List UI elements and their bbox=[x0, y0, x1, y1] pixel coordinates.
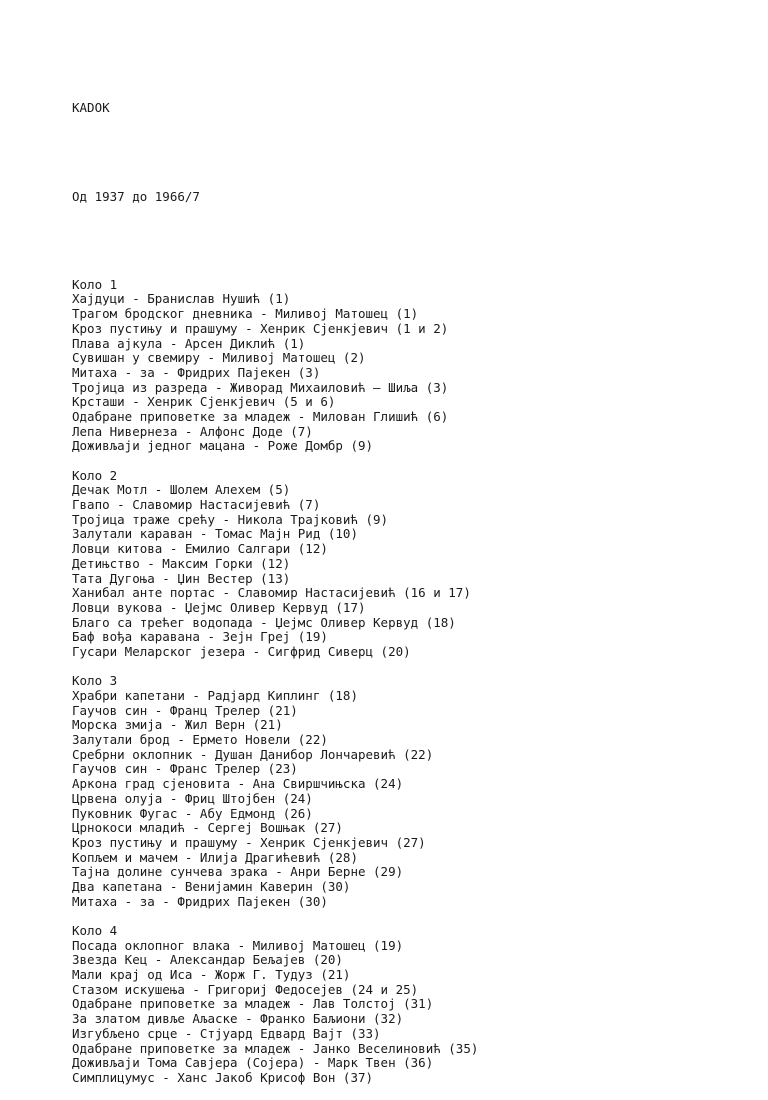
list-item: Тајна долине сунчева зрака - Анри Берне (29) bbox=[72, 864, 404, 880]
list-item: Сувишан у свемиру - Миливој Матошец (2) bbox=[72, 350, 366, 366]
list-item: Ханибал анте портас - Славомир Настасијевић (16 и 17) bbox=[72, 585, 471, 601]
list-item: Дечак Мотл - Шолем Алехем (5) bbox=[72, 482, 291, 498]
list-item: Одабране приповетке за младеж - Јанко Веселиновић (35) bbox=[72, 1040, 479, 1056]
list-item: Баф вођа каравана - Зејн Греј (19) bbox=[72, 629, 328, 645]
list-item: Копљем и мачем - Илија Драгићевић (28) bbox=[72, 849, 358, 865]
sections-container bbox=[72, 278, 752, 1086]
list-item: Кроз пустињу и прашуму - Хенрик Сјенкјевич (27) bbox=[72, 834, 426, 850]
list-item: Митаха - за - Фридрих Пајекен (3) bbox=[72, 364, 321, 380]
section-kolo-1 bbox=[72, 278, 752, 469]
list-item: Два капетана - Венијамин Каверин (30) bbox=[72, 878, 351, 894]
list-item: За златом дивље Аљаске - Франко Баљиони (32) bbox=[72, 1011, 404, 1027]
list-item: Плава ајкула - Арсен Диклић (1) bbox=[72, 335, 306, 351]
list-item: Хајдуци - Бранислав Нушић (1) bbox=[72, 291, 291, 307]
list-item: Симплицумус - Ханс Јакоб Крисоф Вон (37) bbox=[72, 1069, 374, 1085]
list-item: Пуковник Фугас - Абу Едмонд (26) bbox=[72, 805, 313, 821]
section-kolo-2 bbox=[72, 469, 752, 675]
spacer bbox=[72, 909, 752, 924]
list-item: Гусари Меларског језера - Сигфрид Сиверц (20) bbox=[72, 643, 411, 659]
list-item: Аркона град сјеновита - Ана Свиршчињска (24) bbox=[72, 776, 404, 792]
section-kolo-3 bbox=[72, 674, 752, 924]
section-heading: Коло 2 bbox=[72, 467, 118, 483]
list-item: Залутали брод - Ермето Новели (22) bbox=[72, 732, 328, 748]
list-item: Гаучов син - Франс Трелер (23) bbox=[72, 761, 298, 777]
list-item: Кроз пустињу и прашуму - Хенрик Сјенкјевич (1 и 2) bbox=[72, 320, 449, 336]
list-item: Изгубљено срце - Стјуард Едвард Вајт (33) bbox=[72, 1025, 381, 1041]
list-item: Трагом бродског дневника - Миливој Матошец (1) bbox=[72, 306, 419, 322]
list-item: Крсташи - Хенрик Сјенкјевич (5 и 6) bbox=[72, 394, 336, 410]
list-item: Тројица из разреда - Живорад Михаиловић – Шиља (3) bbox=[72, 379, 449, 395]
document-body bbox=[72, 72, 752, 1100]
list-item: Посада оклопног влака - Миливој Матошец (19) bbox=[72, 937, 404, 953]
list-item: Морска змија - Жил Верн (21) bbox=[72, 717, 283, 733]
section-heading: Коло 3 bbox=[72, 673, 118, 689]
document-title: KADOK bbox=[72, 100, 110, 116]
section-heading: Коло 4 bbox=[72, 923, 118, 939]
list-item: Лепа Нивернеза - Алфонс Доде (7) bbox=[72, 423, 313, 439]
list-item: Одабране приповетке за младеж - Лав Толстој (31) bbox=[72, 996, 434, 1012]
list-item: Доживљаји Тома Савјера (Сојера) - Марк Твен (36) bbox=[72, 1055, 434, 1071]
spacer bbox=[72, 146, 752, 161]
spacer bbox=[72, 234, 752, 249]
list-item: Детињство - Максим Горки (12) bbox=[72, 555, 291, 571]
list-item: Митаха - за - Фридрих Пајекен (30) bbox=[72, 893, 328, 909]
document-subtitle: Од 1937 до 1966/7 bbox=[72, 188, 200, 204]
list-item: Гвапо - Славомир Настасијевић (7) bbox=[72, 497, 321, 513]
list-item: Ловци китова - Емилио Салгари (12) bbox=[72, 541, 328, 557]
spacer bbox=[72, 454, 752, 469]
list-item: Храбри капетани - Радјард Киплинг (18) bbox=[72, 688, 358, 704]
list-item: Благо са трећег водопада - Џејмс Оливер Кервуд (18) bbox=[72, 614, 456, 630]
list-item: Црвена олуја - Фриц Штојбен (24) bbox=[72, 790, 313, 806]
section-heading: Коло 1 bbox=[72, 276, 118, 292]
list-item: Сребрни оклопник - Душан Данибор Лончаревић (22) bbox=[72, 746, 434, 762]
list-item: Тројица траже срећу - Никола Трајковић (9) bbox=[72, 511, 389, 527]
list-item: Одабране приповетке за младеж - Милован Глишић (6) bbox=[72, 408, 449, 424]
list-item: Стазом искушења - Григориј Федосејев (24 и 25) bbox=[72, 981, 419, 997]
list-item: Ловци вукова - Џејмс Оливер Кервуд (17) bbox=[72, 599, 366, 615]
section-kolo-4 bbox=[72, 924, 752, 1086]
list-item: Тата Дугоња - Џин Вестер (13) bbox=[72, 570, 291, 586]
spacer bbox=[72, 660, 752, 675]
list-item: Залутали караван - Томас Мајн Рид (10) bbox=[72, 526, 358, 542]
list-item: Доживљаји једног мацана - Роже Домбр (9) bbox=[72, 438, 374, 454]
list-item: Црнокоси младић - Сергеј Вошњак (27) bbox=[72, 820, 343, 836]
list-item: Гаучов син - Франц Трелер (21) bbox=[72, 702, 298, 718]
list-item: Мали крај од Иса - Жорж Г. Тудуз (21) bbox=[72, 967, 351, 983]
list-item: Звезда Кец - Александар Бељајев (20) bbox=[72, 952, 343, 968]
